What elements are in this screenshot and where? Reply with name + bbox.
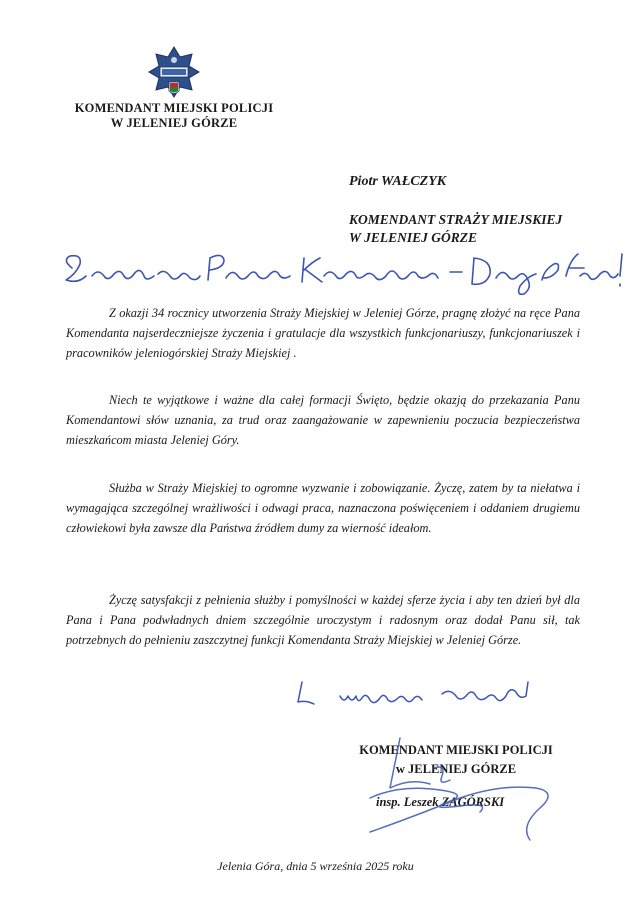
body-paragraph-3: Służba w Straży Miejskiej to ogromne wyzwanie i zobowiązanie. Życzę, zatem by ta niełatwa i wymagająca szczególnej wrażliwości i odwagi praca, naznaczona poświęceniem i oddaniem drugiemu człowiekowi była zawsze dla Państwa źródłem dumy za wierność ideałom. xyxy=(66,481,580,535)
body-paragraph-1: Z okazji 34 rocznicy utworzenia Straży Miejskiej w Jeleniej Górze, pragnę złożyć na ręce Pana Komendanta najserdeczniejsze życzenia i gratulacje dla wszystkich funkcjonariuszy, funkcjonariuszek i pracowników jeleniogórskiej Straży Miejskiej . xyxy=(66,306,580,360)
recipient-title-line-2: W JELENIEJ GÓRZE xyxy=(349,230,478,245)
handwritten-signature xyxy=(330,728,570,846)
signer-name: insp. Leszek ZAGÓRSKI xyxy=(376,795,505,809)
body-paragraph-4: Życzę satysfakcji z pełnienia służby i pomyślności w każdej sferze życia i aby ten dzień był dla Pana i Pana podwładnych dniem szczególnie uroczystym i radosnym oraz dodał Panu sił, tak potrzebnych do pełnieniu zaszczytnej funkcji Komendanta Straży Miejskiej w Jeleniej Górze. xyxy=(66,593,580,647)
recipient-title-line-1: KOMENDANT STRAŻY MIEJSKIEJ xyxy=(349,212,563,227)
date-line: Jelenia Góra, dnia 5 września 2025 roku xyxy=(217,859,414,873)
handwritten-closing xyxy=(292,674,562,714)
signature-title-line-2: w JELENIEJ GÓRZE xyxy=(395,762,517,776)
body-paragraph-2: Niech te wyjątkowe i ważne dla całej formacji Święto, będzie okazją do przekazania Panu Komendantowi słów uznania, za trud oraz zaangażowanie w zapewnieniu poczucia bezpieczeństwa mieszkańcom miasta Jeleniej Góry. xyxy=(66,393,580,447)
issuer-line-2: W JELENIEJ GÓRZE xyxy=(110,116,238,130)
police-star-emblem-icon xyxy=(148,46,200,102)
signature-title-line-1: KOMENDANT MIEJSKI POLICJI xyxy=(359,743,553,757)
recipient-name: Piotr WAŁCZYK xyxy=(349,174,447,189)
issuer-line-1: KOMENDANT MIEJSKI POLICJI xyxy=(74,101,274,115)
handwritten-salutation xyxy=(58,246,628,306)
